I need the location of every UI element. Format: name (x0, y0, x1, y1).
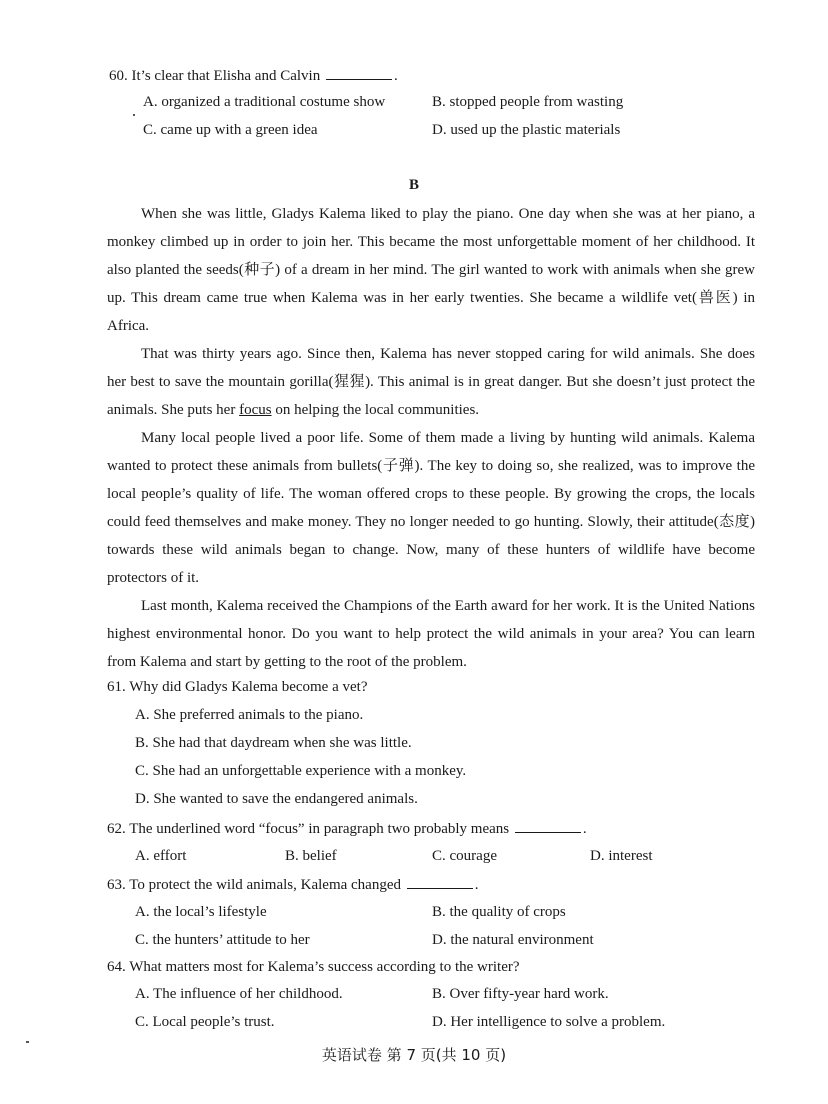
question-63-option-a: A. the local’s lifestyle (135, 904, 267, 920)
question-61-option-c: C. She had an unforgettable experience with a monkey. (135, 763, 467, 779)
question-63-option-d: D. the natural environment (432, 932, 594, 948)
question-62-period: . (582, 821, 587, 837)
scan-speck (26, 1041, 29, 1043)
question-60-option-d: D. used up the plastic materials (432, 122, 621, 138)
question-63-option-c: C. the hunters’ attitude to her (135, 932, 310, 948)
passage-text: Many local people lived a poor life. Some of them made a living by hunting wild animals. Kalema wanted to protect these animals from bullets(子弹). The key to doing so, she realized, was to improve the local people’s quality of life. The woman offered crops to these people. By growing the crops, the locals could feed themselves and make money. They no longer needed to go hunting. Slowly, their attitude(态度) towards these wild animals began to change. Now, many of these hunters of wildlife have become protectors of it. (107, 430, 755, 586)
page-footer: 英语试卷 第 7 页(共 10 页) (321, 1046, 507, 1064)
question-60-text: 60. It’s clear that Elisha and Calvin (109, 68, 321, 84)
question-64-option-a: A. The influence of her childhood. (135, 986, 343, 1002)
passage-text: When she was little, Gladys Kalema liked to play the piano. One day when she was at her piano, a monkey climbed up in order to join her. This became the most unforgettable moment of her childhood. It also planted the seeds(种子) of a dream in her mind. The girl wanted to work with animals when she grew up. This dream came true when Kalema was in her early twenties. She became a wildlife vet(兽医) in Africa. (107, 206, 755, 334)
question-60-option-b: B. stopped people from wasting (432, 94, 624, 110)
question-64-option-b: B. Over fifty-year hard work. (432, 986, 609, 1002)
question-60-period: . (393, 68, 398, 84)
question-61-stem: 61. Why did Gladys Kalema become a vet? (107, 679, 368, 695)
passage-paragraph-3 (107, 424, 755, 592)
question-62-option-a: A. effort (135, 848, 187, 864)
passage-b (107, 200, 755, 676)
passage-text: That was thirty years ago. Since then, Kalema has never stopped caring for wild animals. She does her best to save the mountain gorilla(猩猩). This animal is in great danger. But she doesn’t just protect the animals. She puts her (107, 346, 755, 418)
question-60-option-c: C. came up with a green idea (143, 122, 318, 138)
question-63-text: 63. To protect the wild animals, Kalema changed (107, 877, 402, 893)
question-62-text: 62. The underlined word “focus” in paragraph two probably means (107, 821, 510, 837)
answer-blank (515, 818, 581, 833)
scan-speck (133, 114, 135, 116)
answer-blank (326, 65, 392, 80)
question-60-option-a: A. organized a traditional costume show (143, 94, 386, 110)
question-64-option-d: D. Her intelligence to solve a problem. (432, 1014, 666, 1030)
underlined-word-focus: focus (239, 402, 272, 418)
passage-paragraph-2 (107, 340, 755, 424)
question-62-option-b: B. belief (285, 848, 337, 864)
question-63-stem (107, 874, 479, 895)
question-62-stem (107, 818, 587, 839)
question-64-stem: 64. What matters most for Kalema’s success according to the writer? (107, 959, 520, 975)
question-61-option-b: B. She had that daydream when she was little. (135, 735, 412, 751)
passage-paragraph-1 (107, 200, 755, 340)
question-61-option-d: D. She wanted to save the endangered animals. (135, 791, 418, 807)
question-60-stem (109, 65, 398, 86)
passage-text: Last month, Kalema received the Champions of the Earth award for her work. It is the United Nations highest environmental honor. Do you want to help protect the wild animals in your area? You can learn from Kalema and start by getting to the root of the problem. (107, 598, 755, 670)
question-61-option-a: A. She preferred animals to the piano. (135, 707, 364, 723)
question-62-option-c: C. courage (432, 848, 497, 864)
question-63-period: . (474, 877, 479, 893)
passage-text: on helping the local communities. (271, 402, 480, 418)
answer-blank (407, 874, 473, 889)
question-62-option-d: D. interest (590, 848, 653, 864)
section-b-title: B (408, 177, 419, 193)
question-63-option-b: B. the quality of crops (432, 904, 566, 920)
question-64-option-c: C. Local people’s trust. (135, 1014, 275, 1030)
passage-paragraph-4 (107, 592, 755, 676)
